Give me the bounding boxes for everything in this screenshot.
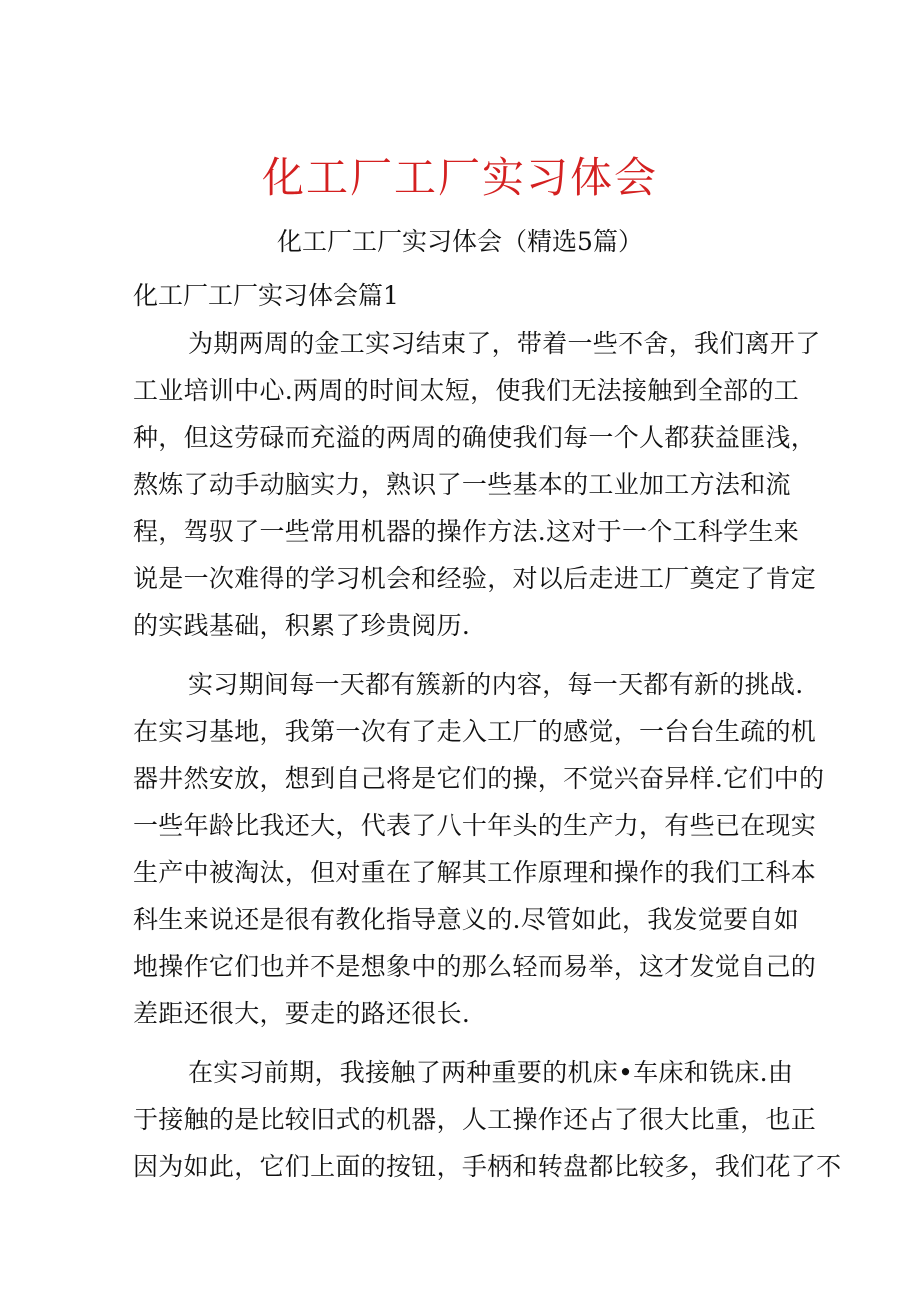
text-line: 为期两周的金工实习结束了，带着一些不舍，我们离开了	[188, 329, 821, 358]
text-line: 在实习前期，我接触了两种重要的机床•车床和铣床.由	[188, 1058, 794, 1087]
text-line: 程，驾驭了一些常用机器的操作方法.这对于一个工科学生来	[133, 517, 800, 546]
text-line: 一些年龄比我还大，代表了八十年头的生产力，有些已在现实	[133, 811, 817, 840]
page-title: 化工厂工厂实习体会	[261, 153, 658, 202]
text-line: 在实习基地，我第一次有了走入工厂的感觉，一台台生疏的机	[133, 717, 817, 746]
text-line: 工业培训中心.两周的时间太短，使我们无法接触到全部的工	[133, 376, 800, 405]
text-line: 熬炼了动手动脑实力，熟识了一些基本的工业加工方法和流	[133, 470, 791, 499]
text-line: 的实践基础，积累了珍贵阅历.	[133, 611, 471, 640]
paragraph-1	[133, 320, 821, 649]
text-line: 差距还很大，要走的路还很长.	[133, 999, 471, 1028]
body-text	[133, 320, 842, 1202]
text-line: 因为如此，它们上面的按钮，手柄和转盘都比较多，我们花了不	[133, 1152, 842, 1181]
page-subtitle: 化工厂工厂实习体会（精选5篇）	[277, 227, 643, 256]
text-line: 器井然安放，想到自己将是它们的操，不觉兴奋异样.它们中的	[133, 764, 825, 793]
text-line: 实习期间每一天都有簇新的内容，每一天都有新的挑战.	[188, 670, 804, 699]
paragraph-3	[133, 1049, 842, 1190]
text-line: 地操作它们也并不是想象中的那么轻而易举，这才发觉自己的	[133, 952, 817, 981]
paragraph-2	[133, 661, 825, 1037]
text-line: 于接触的是比较旧式的机器，人工操作还占了很大比重，也正	[133, 1105, 817, 1134]
section-heading: 化工厂工厂实习体会篇1	[133, 281, 399, 310]
text-line: 生产中被淘汰，但对重在了解其工作原理和操作的我们工科本	[133, 858, 817, 887]
text-line: 种，但这劳碌而充溢的两周的确使我们每一个人都获益匪浅，	[133, 423, 817, 452]
text-line: 说是一次难得的学习机会和经验，对以后走进工厂奠定了肯定	[133, 564, 817, 593]
text-line: 科生来说还是很有教化指导意义的.尽管如此，我发觉要自如	[133, 905, 800, 934]
